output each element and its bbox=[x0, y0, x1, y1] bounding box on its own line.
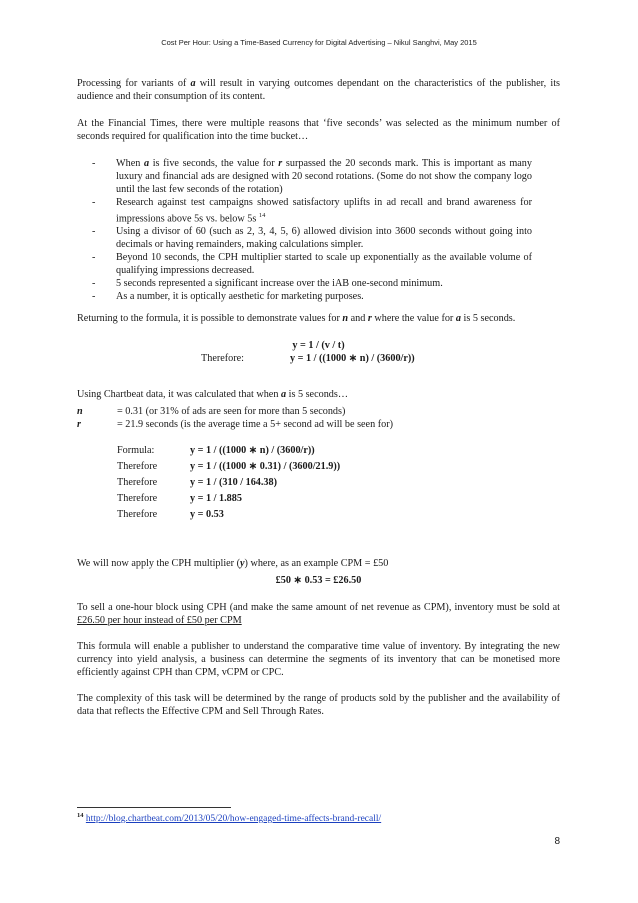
reasons-list bbox=[92, 157, 532, 303]
step-label: Formula: bbox=[117, 445, 155, 456]
paragraph-financial-times: At the Financial Times, there were multiple reasons that ‘five seconds’ was selected as the minimum number of seconds required for qualification into the time bucket… bbox=[77, 118, 560, 142]
step-equation: y = 1 / (310 / 164.38) bbox=[190, 477, 278, 488]
step-label: Therefore bbox=[117, 461, 158, 472]
list-item: - Beyond 10 seconds, the CPH multiplier started to scale up exponentially as the available volume of qualifying impressions decreased. bbox=[92, 252, 532, 277]
step-equation: y = 1 / 1.885 bbox=[190, 493, 242, 504]
paragraph-complexity: The complexity of this task will be determined by the range of products sold by the publisher and the availability of data that reflects the Effective CPM and Sell Through Rates. bbox=[77, 693, 560, 717]
price-highlight: £26.50 per hour instead of £50 per CPM bbox=[77, 615, 242, 626]
equation-expanded: y = 1 / ((1000 ∗ n) / (3600/r)) bbox=[290, 353, 415, 364]
list-item: - When a is five seconds, the value for r surpassed the 20 seconds mark. This is important as many luxury and financial ads are designed with 20 second rotations. (Some do not show the company logo until the last few seconds of the rotation) bbox=[92, 158, 532, 195]
paragraph-variants: Processing for variants of a will result in varying outcomes dependant on the characteristics of the publisher, its audience and their consumption of its content. bbox=[77, 78, 560, 102]
paragraph-apply-multiplier: We will now apply the CPH multiplier (y) where, as an example CPM = £50 bbox=[77, 558, 389, 570]
def-var-r: r bbox=[77, 419, 81, 430]
def-text-r: = 21.9 seconds (is the average time a 5+ second ad will be seen for) bbox=[117, 419, 393, 430]
paragraph-chartbeat: Using Chartbeat data, it was calculated that when a is 5 seconds… bbox=[77, 389, 349, 401]
list-item: - As a number, it is optically aesthetic for marketing purposes. bbox=[92, 291, 364, 303]
paragraph-formula-enable: This formula will enable a publisher to understand the comparative time value of inventory. By integrating the new currency into yield analysis, a business can determine the segments of its inventory that can be monetised more efficiently against CPH than CPM, vCPM or CPC. bbox=[77, 641, 560, 678]
paragraph-one-hour-block: To sell a one-hour block using CPH (and make the same amount of net revenue as CPM), inventory must be sold at £26.50 per hour instead of £50 per CPM bbox=[77, 602, 560, 626]
def-text-n: = 0.31 (or 31% of ads are seen for more than 5 seconds) bbox=[117, 406, 346, 417]
equation-base: y = 1 / (v / t) bbox=[292, 340, 345, 351]
def-var-n: n bbox=[77, 406, 83, 417]
equation-price: £50 ∗ 0.53 = £26.50 bbox=[275, 575, 362, 586]
step-label: Therefore bbox=[117, 509, 158, 520]
step-equation: y = 0.53 bbox=[190, 509, 224, 520]
paragraph-returning: Returning to the formula, it is possible to demonstrate values for n and r where the value for a is 5 seconds. bbox=[77, 313, 516, 324]
footnote bbox=[77, 812, 381, 824]
list-item: - Using a divisor of 60 (such as 2, 3, 4, 5, 6) allowed division into 3600 seconds without going into decimals or having remainders, making calculations simpler. bbox=[92, 226, 532, 251]
step-label: Therefore bbox=[117, 477, 158, 488]
step-equation: y = 1 / ((1000 ∗ n) / (3600/r)) bbox=[190, 445, 315, 456]
equation-label: Therefore: bbox=[201, 353, 244, 364]
step-label: Therefore bbox=[117, 493, 158, 504]
list-item: - Research against test campaigns showed satisfactory uplifts in ad recall and brand awareness for impressions above 5s vs. below 5s $^{14}$ bbox=[92, 197, 532, 225]
footnote-link[interactable]: http://blog.chartbeat.com/2013/05/20/how-engaged-time-affects-brand-recall/ bbox=[85, 814, 382, 825]
footnote-number: 14 bbox=[77, 812, 84, 819]
variable-a: a bbox=[190, 78, 196, 89]
step-equation: y = 1 / ((1000 ∗ 0.31) / (3600/21.9)) bbox=[190, 461, 341, 472]
footnote-ref: 14 bbox=[258, 212, 266, 219]
list-item: - 5 seconds represented a significant increase over the iAB one-second minimum. bbox=[92, 278, 443, 290]
footnote-divider bbox=[77, 807, 231, 808]
page-number: 8 bbox=[554, 836, 560, 847]
running-header: Cost Per Hour: Using a Time-Based Currency for Digital Advertising – Nikul Sanghvi, May 2015 bbox=[161, 38, 477, 47]
